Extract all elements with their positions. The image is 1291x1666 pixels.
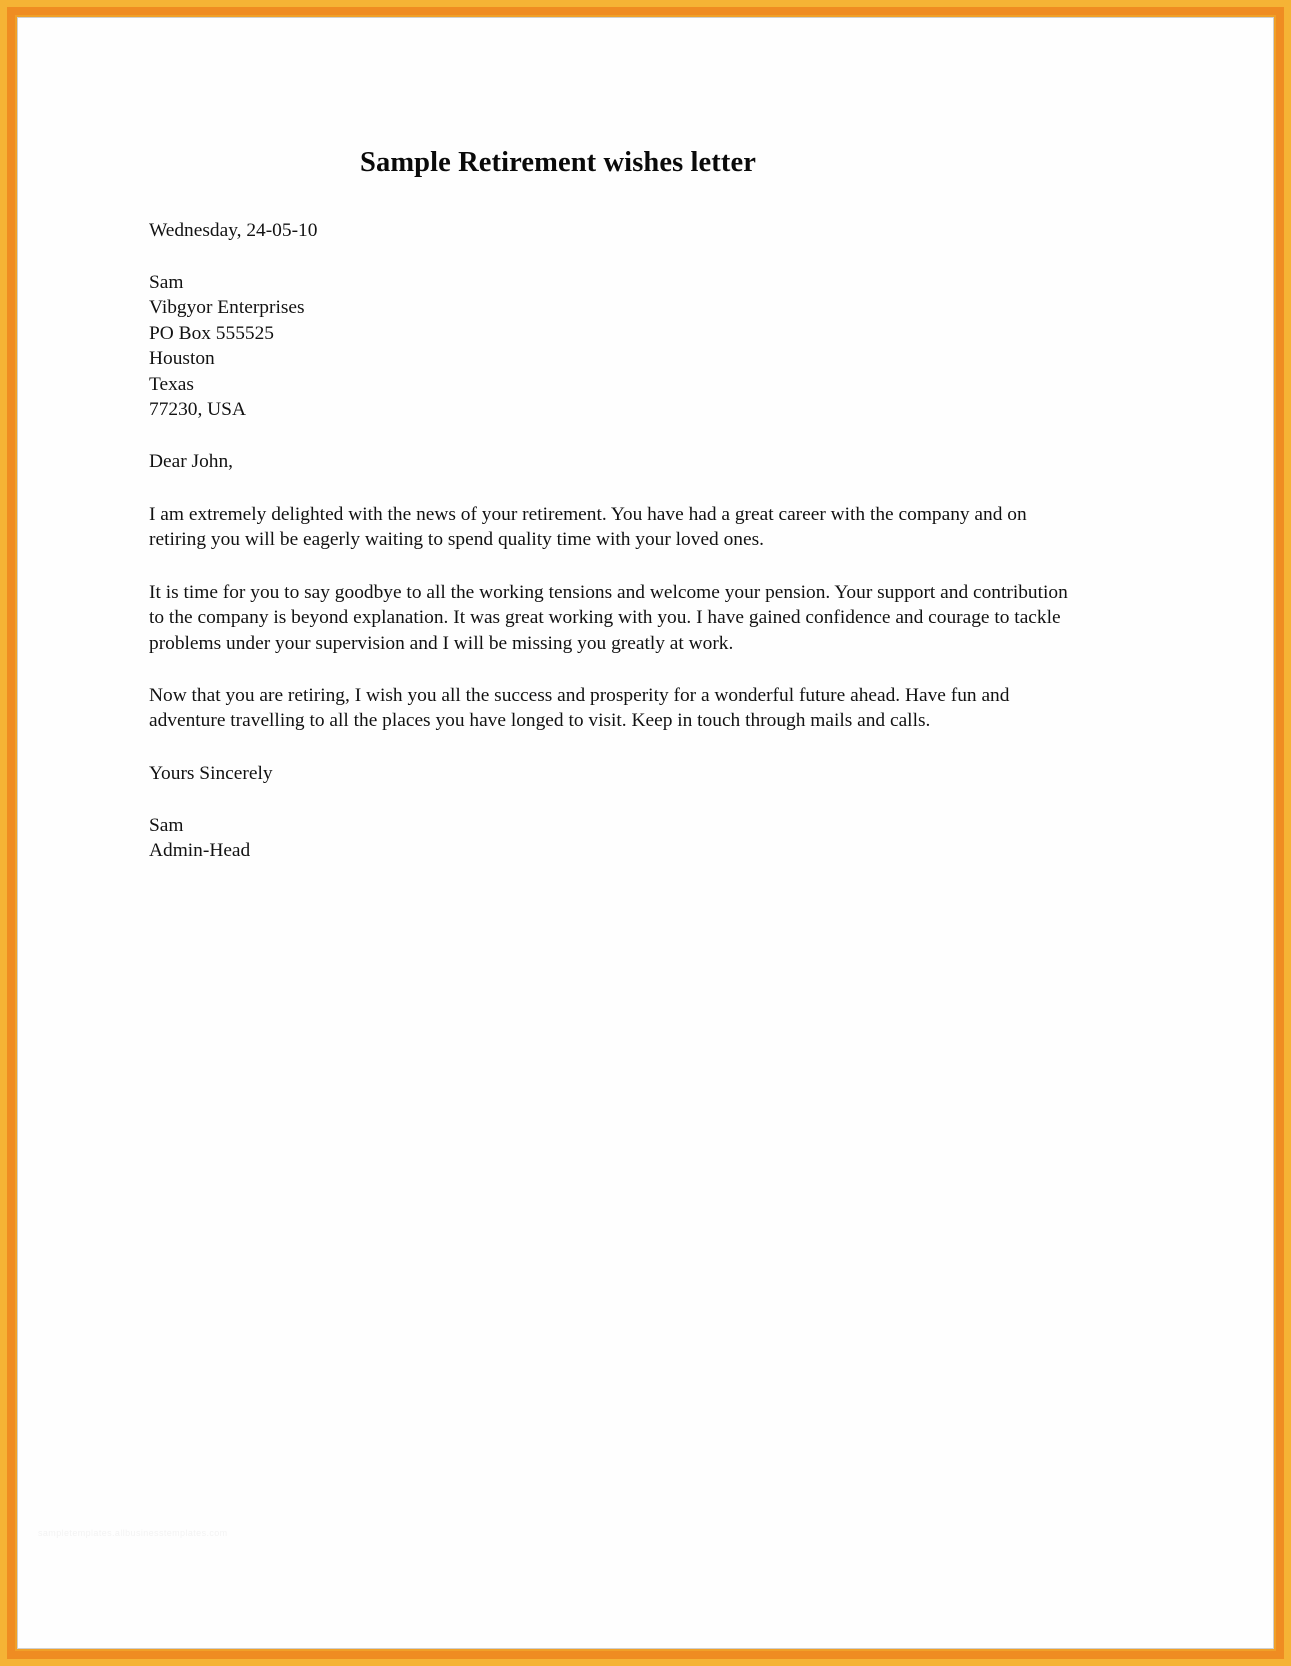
page-title: Sample Retirement wishes letter: [360, 147, 756, 178]
page-sheet: [17, 17, 1274, 1649]
watermark-text: sampletemplates.allbusinesstemplates.com: [38, 1528, 228, 1538]
address-line: Texas: [149, 373, 194, 395]
letter-date: Wednesday, 24-05-10: [149, 220, 318, 241]
closing-phrase: Yours Sincerely: [149, 763, 273, 784]
address-line: 77230, USA: [149, 399, 246, 421]
address-line: Vibgyor Enterprises: [149, 297, 305, 319]
address-line: PO Box 555525: [149, 322, 274, 344]
signature-name: Sam: [149, 815, 184, 836]
recipient-address-block: [149, 270, 1084, 422]
signature-title: Admin-Head: [149, 840, 251, 862]
signature-block: [149, 813, 1084, 864]
address-line: Houston: [149, 348, 215, 370]
body-paragraph: I am extremely delighted with the news of your retirement. You have had a great career with the company and on retiring you will be eagerly waiting to spend quality time with your loved ones.: [149, 504, 1027, 551]
body-paragraph: It is time for you to say goodbye to all the working tensions and welcome your pension. Your support and contribution to the company is beyond explanation. It was great working with you. I have gained confidence and courage to tackle problems under your supervision and I will be missing you greatly at work.: [149, 582, 1068, 654]
body-paragraph: Now that you are retiring, I wish you all the success and prosperity for a wonderful future ahead. Have fun and adventure travelling to all the places you have longed to visit. Keep in touch through mails and calls.: [149, 685, 1010, 732]
letter-document: [18, 18, 1274, 1649]
salutation: Dear John,: [149, 451, 234, 472]
address-line: Sam: [149, 272, 184, 293]
